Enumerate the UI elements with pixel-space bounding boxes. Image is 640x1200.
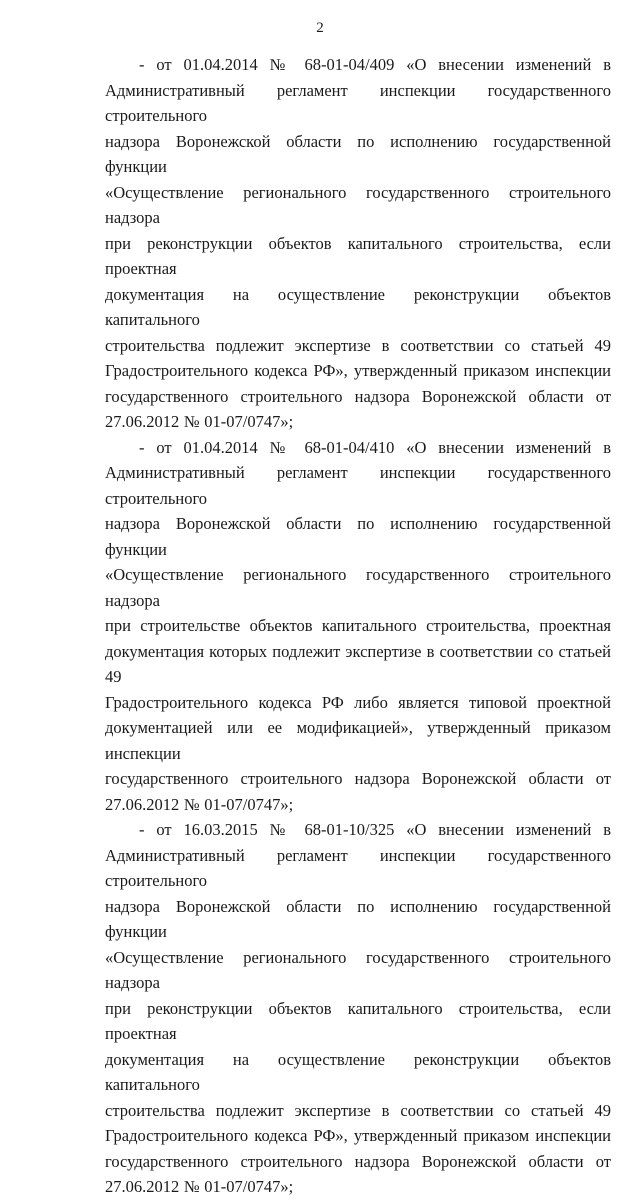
text-line: - от 01.04.2014 № 68-01-04/410 «О внесении изменений в	[139, 437, 611, 457]
text-line: 27.06.2012 № 01-07/0747»;	[105, 412, 294, 431]
text-line: - от 16.03.2015 № 68-01-10/325 «О внесении изменений в	[139, 820, 611, 839]
list-item	[105, 817, 611, 1200]
text-line: документацией или ее модификацией», утвержденный приказом инспекции	[105, 718, 611, 763]
text-line: Градостроительного кодекса РФ», утвержденный приказом инспекции	[105, 1126, 611, 1145]
text-line: государственного строительного надзора Воронежской области от	[105, 1151, 611, 1171]
text-line: Административный регламент инспекции государственного строительного	[105, 463, 611, 508]
text-line: государственного строительного надзора Воронежской области от	[105, 386, 611, 406]
list-item	[105, 52, 611, 435]
text-line: Административный регламент инспекции государственного строительного	[105, 80, 611, 125]
text-line: государственного строительного надзора Воронежской области от	[105, 769, 611, 788]
document-body	[105, 52, 611, 1200]
text-line: при реконструкции объектов капитального строительства, если проектная	[105, 998, 611, 1043]
text-line: при реконструкции объектов капитального строительства, если проектная	[105, 233, 611, 278]
text-line: «Осуществление регионального государственного строительного надзора	[105, 947, 611, 992]
text-line: 27.06.2012 № 01-07/0747»;	[105, 794, 294, 814]
list-item	[105, 435, 611, 818]
text-line: Градостроительного кодекса РФ», утвержденный приказом инспекции	[105, 361, 611, 380]
text-line: документация на осуществление реконструкции объектов капитального	[105, 1049, 611, 1094]
text-line: строительства подлежит экспертизе в соответствии со статьей 49	[105, 335, 611, 355]
page-number: 2	[316, 20, 324, 36]
text-line: «Осуществление регионального государственного строительного надзора	[105, 182, 611, 227]
text-line: 27.06.2012 № 01-07/0747»;	[105, 1177, 294, 1196]
text-line: надзора Воронежской области по исполнению государственной функции	[105, 131, 611, 176]
text-line: документация на осуществление реконструкции объектов капитального	[105, 284, 611, 329]
text-line: надзора Воронежской области по исполнению государственной функции	[105, 896, 611, 941]
text-line: - от 01.04.2014 № 68-01-04/409 «О внесении изменений в	[139, 55, 611, 74]
text-line: «Осуществление регионального государственного строительного надзора	[105, 565, 611, 610]
text-line: документация которых подлежит экспертизе в соответствии со статьей 49	[105, 641, 611, 686]
text-line: Административный регламент инспекции государственного строительного	[105, 845, 611, 890]
text-line: при строительстве объектов капитального строительства, проектная	[105, 616, 611, 635]
text-line: надзора Воронежской области по исполнению государственной функции	[105, 514, 611, 559]
text-line: строительства подлежит экспертизе в соответствии со статьей 49	[105, 1100, 611, 1120]
text-line: Градостроительного кодекса РФ либо является типовой проектной	[105, 692, 611, 712]
